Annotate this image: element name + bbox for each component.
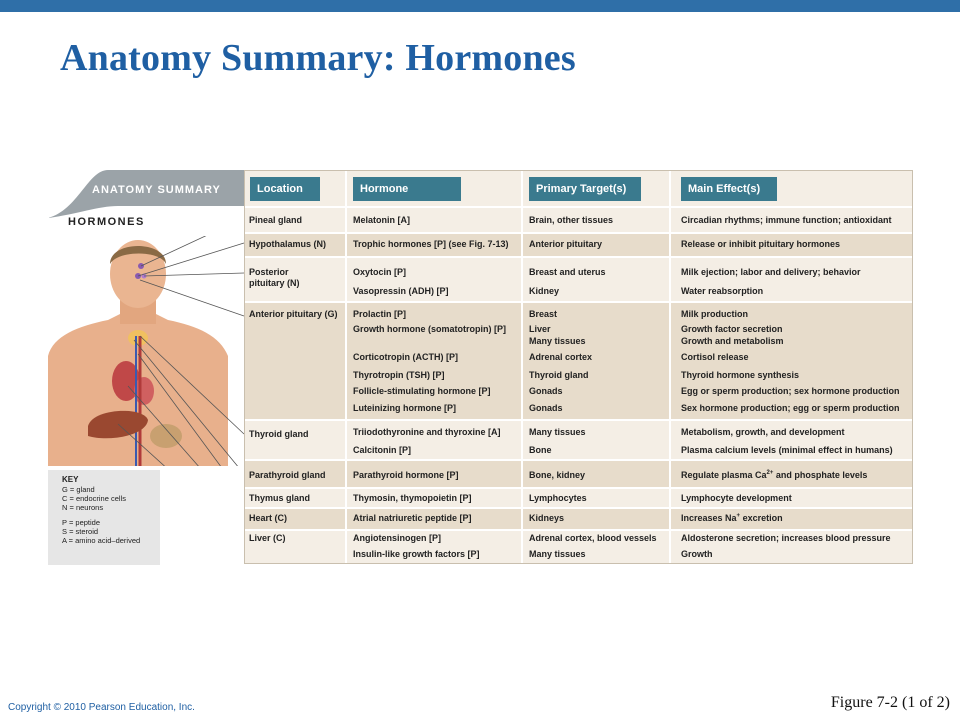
cell-location: Heart (C) [249, 513, 288, 523]
cell-effect: Metabolism, growth, and development [681, 427, 845, 437]
cell-target: Thyroid gland [529, 370, 589, 380]
key-line: S = steroid [62, 527, 99, 536]
cell-hormone: Trophic hormones [P] (see Fig. 7-13) [353, 239, 509, 249]
hormones-label: HORMONES [68, 216, 145, 228]
top-accent-bar [0, 0, 960, 12]
cell-target: Kidney [529, 286, 560, 296]
cell-effect-text: excretion [740, 513, 783, 523]
cell-hormone: Growth hormone (somatotropin) [P] [353, 324, 506, 334]
key-line: A = amino acid–derived [62, 536, 141, 545]
cell-hormone: Calcitonin [P] [353, 445, 411, 455]
cell-target: Liver [529, 324, 551, 334]
cell-effect: Water reabsorption [681, 286, 764, 296]
cell-effect: Growth factor secretion [681, 324, 783, 334]
cell-target: Breast [529, 309, 558, 319]
cell-hormone: Oxytocin [P] [353, 267, 407, 277]
cell-target: Kidneys [529, 513, 565, 523]
cell-target: Many tissues [529, 427, 586, 437]
cell-hormone: Insulin-like growth factors [P] [353, 549, 480, 559]
cell-effect: Circadian rhythms; immune function; antioxidant [681, 215, 892, 225]
cell-location: Liver (C) [249, 533, 286, 543]
cell-target: Lymphocytes [529, 493, 587, 503]
cell-target: Bone, kidney [529, 470, 586, 480]
cell-hormone: Thymosin, thymopoietin [P] [353, 493, 472, 503]
cell-target: Gonads [529, 386, 563, 396]
cell-hormone: Luteinizing hormone [P] [353, 403, 456, 413]
cell-effect: Growth and metabolism [681, 336, 784, 346]
cell-target: Many tissues [529, 549, 586, 559]
cell-target: Brain, other tissues [529, 215, 614, 225]
cell-effect: Sex hormone production; egg or sperm production [681, 403, 900, 413]
header-main-effect: Main Effect(s) [681, 177, 777, 201]
cell-location: Thyroid gland [249, 429, 309, 439]
cell-hormone: Follicle-stimulating hormone [P] [353, 386, 491, 396]
cell-target: Bone [529, 445, 552, 455]
key-line: P = peptide [62, 518, 101, 527]
key-line: G = gland [62, 485, 95, 494]
cell-effect: Aldosterone secretion; increases blood pressure [681, 533, 891, 543]
cell-target: Anterior pituitary [529, 239, 603, 249]
cell-location: Pineal gland [249, 215, 303, 225]
slide-title: Anatomy Summary: Hormones [60, 37, 576, 79]
cell-location: Thymus gland [249, 493, 311, 503]
cell-effect: Egg or sperm production; sex hormone production [681, 386, 900, 396]
cell-effect: Thyroid hormone synthesis [681, 370, 800, 380]
cell-hormone: Prolactin [P] [353, 309, 407, 319]
key-line: C = endocrine cells [62, 494, 126, 503]
cell-hormone: Parathyroid hormone [P] [353, 470, 459, 480]
cell-hormone: Atrial natriuretic peptide [P] [353, 513, 472, 523]
cell-hormone: Vasopressin (ADH) [P] [353, 286, 449, 296]
cell-location: Hypothalamus (N) [249, 239, 327, 249]
key-legend [48, 470, 160, 565]
cell-location: Anterior pituitary (G) [249, 309, 338, 319]
copyright-notice: Copyright © 2010 Pearson Education, Inc. [8, 702, 195, 713]
cell-target: Gonads [529, 403, 563, 413]
cell-effect: Release or inhibit pituitary hormones [681, 239, 841, 249]
cell-hormone: Thyrotropin (TSH) [P] [353, 370, 445, 380]
cell-effect-superscript: 2+ [766, 470, 774, 476]
cell-target: Breast and uterus [529, 267, 606, 277]
cell-target: Adrenal cortex, blood vessels [529, 533, 657, 543]
cell-effect: Plasma calcium levels (minimal effect in humans) [681, 445, 893, 455]
cell-effect-text: Increases Na [681, 513, 737, 523]
cell-effect [681, 513, 783, 524]
header-location: Location [250, 177, 320, 201]
cell-effect: Lymphocyte development [681, 493, 792, 503]
cell-effect: Milk ejection; labor and delivery; behavior [681, 267, 861, 277]
cell-location: Parathyroid gland [249, 470, 326, 480]
key-line: N = neurons [62, 503, 104, 512]
cell-hormone: Corticotropin (ACTH) [P] [353, 352, 458, 362]
cell-effect: Growth [681, 549, 713, 559]
cell-location: pituitary (N) [249, 278, 300, 288]
cell-target: Adrenal cortex [529, 352, 593, 362]
hormone-table [244, 170, 913, 564]
header-primary-target: Primary Target(s) [529, 177, 641, 201]
cell-effect: Cortisol release [681, 352, 749, 362]
cell-effect-superscript: + [736, 513, 741, 519]
cell-target: Many tissues [529, 336, 586, 346]
human-body-illustration [48, 236, 248, 466]
cell-hormone: Melatonin [A] [353, 215, 410, 225]
header-hormone: Hormone [353, 177, 461, 201]
cell-effect [681, 470, 867, 481]
cell-hormone: Triiodothyronine and thyroxine [A] [353, 427, 501, 437]
figure-label: Figure 7-2 (1 of 2) [830, 694, 950, 711]
cell-effect-text: and phosphate levels [773, 470, 868, 480]
key-title: KEY [62, 475, 79, 484]
cell-effect: Milk production [681, 309, 748, 319]
cell-location: Posterior [249, 267, 289, 277]
cell-effect-text: Regulate plasma Ca [681, 470, 767, 480]
cell-hormone: Angiotensinogen [P] [353, 533, 441, 543]
anatomy-summary-label: ANATOMY SUMMARY [92, 184, 221, 196]
